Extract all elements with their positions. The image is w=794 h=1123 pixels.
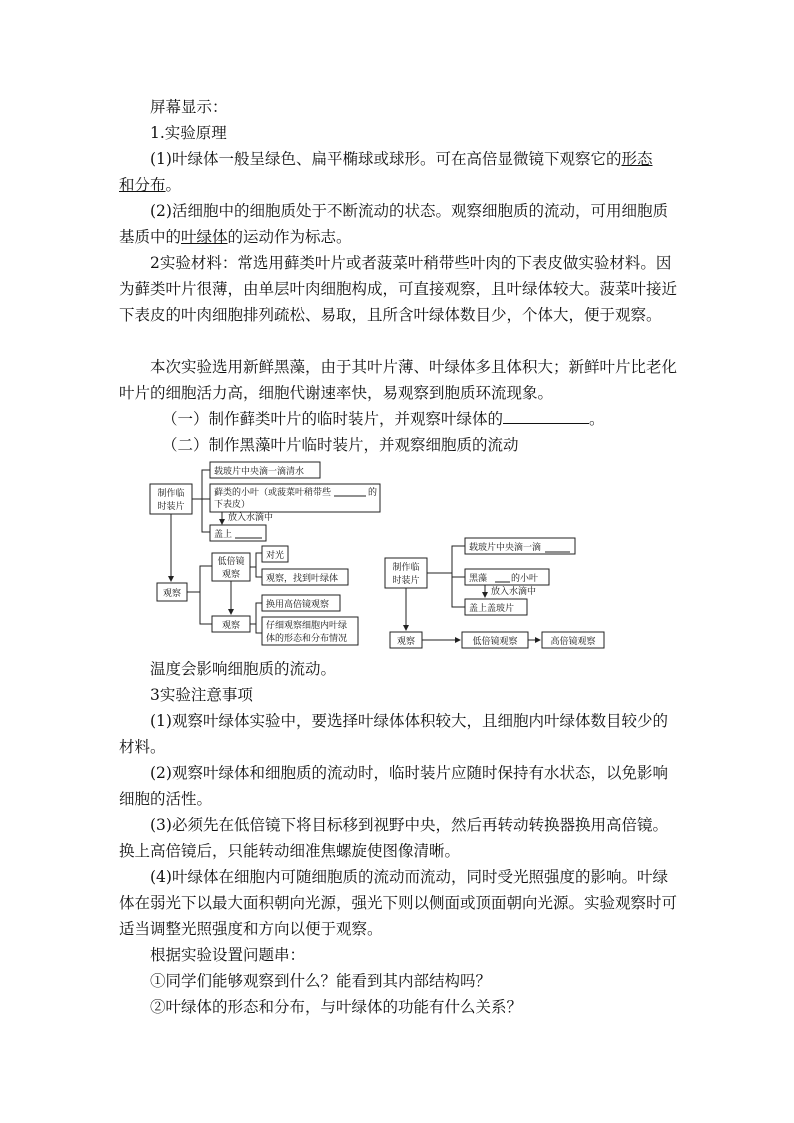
observe2-label: 观察 [221, 621, 241, 631]
drop-water-label: 载玻片中央滴一滴清水 [214, 467, 305, 477]
detail-observe-label-1: 仔细观察细胞内叶绿 [266, 621, 348, 631]
detail-observe-label-2: 体的形态和分布情况 [266, 634, 348, 644]
paragraph-elodea: 本次实验选用新鲜黑藻，由于其叶片薄、叶绿体多且体积大；新鲜叶片比老化叶片的细胞活力高，细胞代谢速率快，易观察到胞质环流现象。 [119, 358, 678, 402]
low-power-label-2: 观察 [221, 570, 241, 580]
procedure-diagram [140, 456, 620, 654]
make-slide-label-1: 制作临 [157, 489, 185, 499]
make-slide-label-2: 时装片 [157, 502, 185, 512]
section-title-notes: 3实验注意事项 [150, 686, 253, 704]
note-4: (4)叶绿体在细胞内可随细胞质的流动而流动，同时受光照强度的影响。叶绿体在弱光下以最大面积朝向光源，强光下则以侧面或顶面朝向光源。实验观察时可适当调整光照强度和方向以便于观察。 [119, 868, 678, 938]
observe-label: 观察 [162, 589, 182, 599]
cover-slip-label: 盖上盖玻片 [469, 604, 515, 614]
moss-leaf-label-1: 藓类的小叶（或菠菜叶稍带些 [214, 488, 332, 498]
put-in-drop-label: 放入水滴中 [228, 513, 274, 523]
find-chloroplast-label: 观察，找到叶绿体 [266, 574, 339, 584]
paragraph-temperature: 温度会影响细胞质的流动。 [150, 660, 337, 678]
section-title-principle: 1.实验原理 [150, 124, 227, 142]
adjust-light-label: 对光 [266, 551, 285, 561]
elodea-label: 黑藻 [469, 574, 488, 584]
put-right-label: 放入水滴中 [491, 587, 537, 597]
step-two: （二）制作黑藻叶片临时装片，并观察细胞质的流动 [162, 436, 519, 454]
moss-leaf-label-2: 下表皮） [214, 500, 251, 510]
note-3: (3)必须先在低倍镜下将目标移到视野中央，然后再转动转换器换用高倍镜。换上高倍镜后，只能转动细准焦螺旋使图像清晰。 [119, 816, 668, 860]
high-power-right-label: 高倍镜观察 [550, 637, 596, 647]
note-2: (2)观察叶绿体和细胞质的流动时，临时装片应随时保持有水状态，以免影响细胞的活性。 [119, 764, 668, 808]
make-slide-right-label-1: 制作临 [392, 563, 420, 573]
observe-right-label: 观察 [396, 637, 416, 647]
low-power-right-label: 低倍镜观察 [472, 637, 518, 647]
cover-label: 盖上 [214, 530, 233, 540]
question-2: ②叶绿体的形态和分布，与叶绿体的功能有什么关系？ [150, 998, 523, 1016]
elodea-leaf-label: 的小叶 [511, 574, 539, 584]
question-1: ①同学们能够观察到什么？能看到其内部结构吗？ [150, 972, 492, 990]
step-one: （一）制作藓类叶片的临时装片，并观察叶绿体的 。 [162, 406, 724, 432]
make-slide-right-label-2: 时装片 [392, 576, 420, 586]
low-power-label-1: 低倍镜 [217, 557, 245, 567]
high-power-label: 换用高倍镜观察 [266, 600, 330, 610]
drop-right-label: 载玻片中央滴一滴 [469, 543, 542, 553]
question-title: 根据实验设置问题串： [150, 946, 306, 964]
paragraph-principle-1: (1)叶绿体一般呈绿色、扁平椭球或球形。可在高倍显微镜下观察它的形态 和分布。 [119, 150, 653, 194]
note-1: (1)观察叶绿体实验中，要选择叶绿体体积较大，且细胞内叶绿体数目较少的材料。 [119, 712, 668, 756]
screen-label: 屏幕显示： [150, 98, 228, 116]
paragraph-principle-2: (2)活细胞中的细胞质处于不断流动的状态。观察细胞质的流动，可用细胞质基质中的叶绿体的运动作为标志。 [119, 202, 668, 246]
fill-blank [503, 406, 589, 424]
paragraph-materials: 2实验材料：常选用藓类叶片或者菠菜叶稍带些叶肉的下表皮做实验材料。因为藓类叶片很薄，由单层叶肉细胞构成，可直接观察，且叶绿体较大。菠菜叶接近下表皮的叶肉细胞排列疏松、易取，且所含叶绿体数目少，个体大，便于观察。 [119, 254, 678, 324]
moss-leaf-label-de: 的 [368, 488, 378, 498]
